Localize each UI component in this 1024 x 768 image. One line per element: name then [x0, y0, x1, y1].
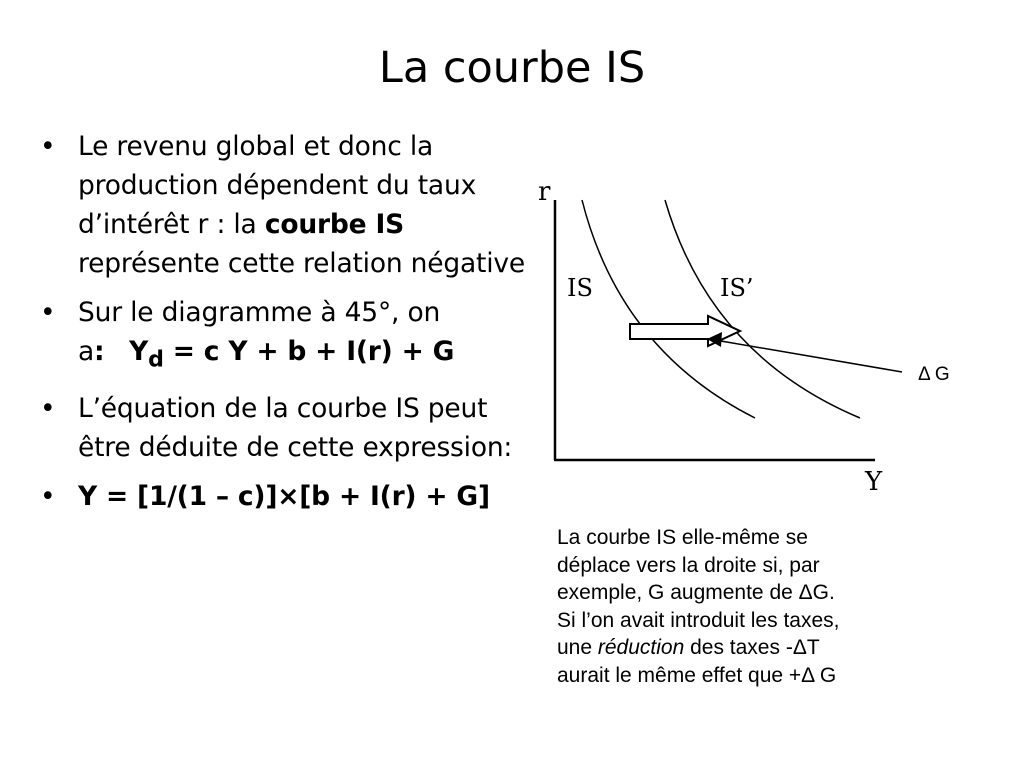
caption-line: [557, 634, 977, 662]
delta-g-label: Δ G: [918, 364, 950, 385]
bullet-colon: :: [94, 336, 105, 367]
bullet-text: Sur le diagramme à 45°, on a: [78, 297, 441, 367]
caption-line: La courbe IS elle-même se: [557, 526, 808, 549]
bullet-item-revenue: [34, 127, 528, 283]
bullet-text: L’équation de la courbe IS peut être déduite de cette expression:: [78, 393, 513, 464]
is-curve-diagram: [530, 150, 980, 500]
bullet-bold-term: courbe IS: [264, 209, 404, 240]
slide-title: La courbe IS: [378, 43, 646, 93]
equation-subscript: d: [148, 347, 164, 373]
caption-italic-term: réduction: [597, 636, 685, 659]
equation-yd: [129, 336, 455, 373]
bullet-item-equation-intro: [34, 389, 528, 467]
caption-line: Si l’on avait introduit les taxes,: [557, 608, 840, 632]
caption: [557, 524, 977, 689]
caption-text: des taxes -ΔT: [684, 636, 820, 659]
equation-rest: = c Y + b + I(r) + G: [163, 336, 455, 367]
equation-y: Y: [129, 336, 149, 367]
is-equation: Y = [1/(1 – c)]×[b + I(r) + G]: [78, 481, 490, 513]
is-curve-label: IS: [567, 274, 593, 302]
x-axis-label: Y: [865, 467, 883, 497]
is-shifted-curve-label: IS’: [720, 274, 754, 302]
bullet-text: Le revenu global et donc la production dépendent du taux d’intérêt r : la: [78, 131, 477, 240]
caption-text: une: [557, 636, 598, 659]
bullet-item-is-equation: [34, 477, 528, 516]
is-curve: [582, 200, 755, 418]
bullet-text: représente cette relation négative: [78, 248, 525, 279]
caption-line: exemple, G augmente de ΔG.: [557, 581, 835, 604]
delta-g-pointer-line: [715, 340, 902, 372]
is-shifted-curve: [665, 200, 860, 418]
caption-line: aurait le même effet que +Δ G: [557, 663, 837, 687]
y-axis-label: r: [538, 177, 551, 207]
caption-line: déplace vers la droite si, par: [557, 553, 820, 577]
bullet-list: [34, 127, 528, 526]
bullet-item-diagram: [34, 293, 528, 379]
